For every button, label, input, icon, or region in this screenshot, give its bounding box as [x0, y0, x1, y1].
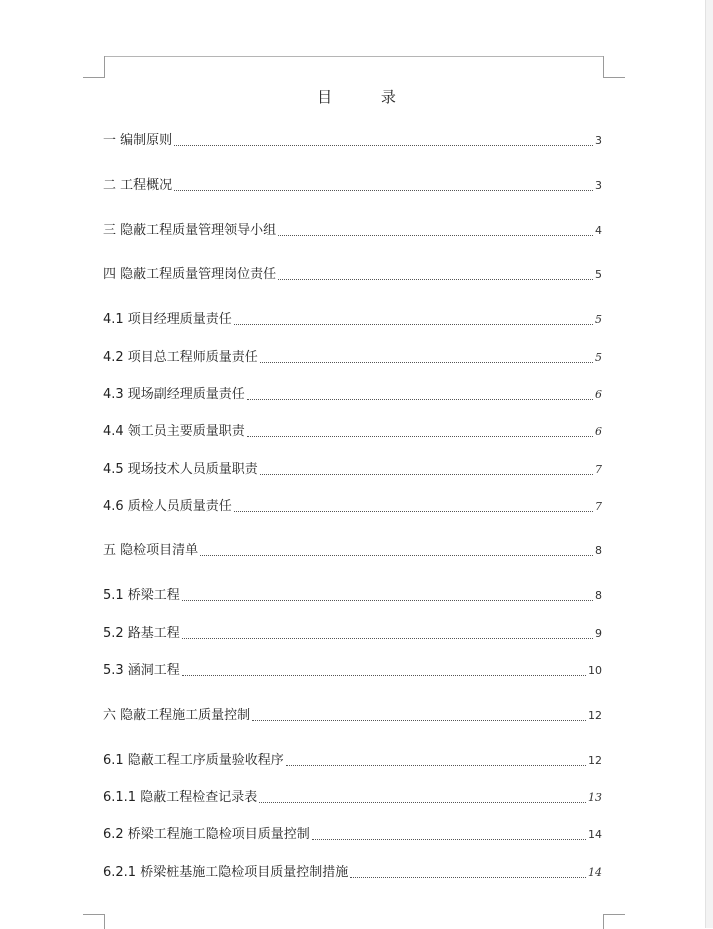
- toc-entry-label: 6.2.1 桥梁桩基施工隐检项目质量控制措施: [103, 865, 349, 880]
- toc-entry-page-number: 5: [595, 313, 602, 326]
- toc-entry[interactable]: [103, 827, 602, 843]
- toc-entry-label: 6.1.1 隐蔽工程检查记录表: [103, 790, 258, 805]
- window-edge: [705, 0, 713, 928]
- toc-title: 目 录: [317, 88, 418, 106]
- toc-entry-label: 四 隐蔽工程质量管理岗位责任: [103, 267, 277, 282]
- toc-entry-page-number: 7: [595, 500, 602, 513]
- dot-leader: [278, 278, 593, 280]
- toc-entry[interactable]: [103, 543, 602, 559]
- toc-entry-label: 6.1 隐蔽工程工序质量验收程序: [103, 753, 284, 768]
- toc-entry-page-number: 8: [595, 589, 602, 602]
- dot-leader: [247, 435, 593, 437]
- toc-entry-page-number: 12: [588, 754, 602, 767]
- crop-mark-bottom-left: [83, 914, 105, 929]
- toc-entry-page-number: 10: [588, 664, 602, 677]
- toc-entry-page-number: 3: [595, 134, 602, 147]
- toc-entry-page-number: 3: [595, 179, 602, 192]
- toc-entry[interactable]: [103, 223, 602, 239]
- toc-entry-label: 五 隐检项目清单: [103, 543, 199, 558]
- dot-leader: [278, 234, 593, 236]
- toc-entry[interactable]: [103, 626, 602, 642]
- toc-entry-label: 4.5 现场技术人员质量职责: [103, 462, 258, 477]
- toc-entry[interactable]: [103, 499, 602, 515]
- toc-entry-label: 4.1 项目经理质量责任: [103, 312, 232, 327]
- toc-entry-label: 5.2 路基工程: [103, 626, 180, 641]
- dot-leader: [234, 510, 593, 512]
- toc-entry[interactable]: [103, 133, 602, 149]
- page-top-edge: [104, 56, 603, 57]
- toc-entry[interactable]: [103, 753, 602, 769]
- toc-entry-label: 二 工程概况: [103, 178, 173, 193]
- toc-entry-page-number: 9: [595, 627, 602, 640]
- dot-leader: [182, 599, 593, 601]
- crop-mark-top-right: [603, 56, 625, 78]
- crop-mark-bottom-right: [603, 914, 625, 929]
- toc-entry-page-number: 8: [595, 544, 602, 557]
- toc-entry[interactable]: [103, 312, 602, 328]
- dot-leader: [252, 719, 586, 721]
- toc-entry-page-number: 4: [595, 224, 602, 237]
- toc-entry-page-number: 5: [595, 268, 602, 281]
- toc-entry-page-number: 7: [595, 463, 602, 476]
- toc-entry-label: 4.6 质检人员质量责任: [103, 499, 232, 514]
- dot-leader: [182, 637, 593, 639]
- dot-leader: [174, 144, 593, 146]
- crop-mark-top-left: [83, 56, 105, 78]
- toc-entry-label: 5.1 桥梁工程: [103, 588, 180, 603]
- dot-leader: [174, 189, 593, 191]
- toc-entry-label: 5.3 涵洞工程: [103, 663, 180, 678]
- dot-leader: [350, 876, 586, 878]
- toc-entry-label: 六 隐蔽工程施工质量控制: [103, 708, 251, 723]
- toc-entry[interactable]: [103, 387, 602, 403]
- toc-entry-label: 4.4 领工员主要质量职责: [103, 424, 245, 439]
- dot-leader: [286, 764, 586, 766]
- toc-entry-label: 4.2 项目总工程师质量责任: [103, 350, 258, 365]
- toc-entry-page-number: 5: [595, 351, 602, 364]
- toc-entry[interactable]: [103, 350, 602, 366]
- toc-entry[interactable]: [103, 588, 602, 604]
- toc-entry-page-number: 14: [588, 828, 602, 841]
- toc-entry[interactable]: [103, 462, 602, 478]
- toc-entry-label: 6.2 桥梁工程施工隐检项目质量控制: [103, 827, 310, 842]
- toc-entry[interactable]: [103, 424, 602, 440]
- toc-entry[interactable]: [103, 178, 602, 194]
- toc-entry[interactable]: [103, 708, 602, 724]
- toc-entry-page-number: 13: [588, 791, 602, 804]
- toc-entry-page-number: 6: [595, 388, 602, 401]
- toc-entry-page-number: 14: [588, 866, 602, 879]
- toc-entry-page-number: 6: [595, 425, 602, 438]
- toc-entry-label: 三 隐蔽工程质量管理领导小组: [103, 223, 277, 238]
- toc-entry[interactable]: [103, 865, 602, 881]
- dot-leader: [234, 323, 593, 325]
- toc-entry-page-number: 12: [588, 709, 602, 722]
- dot-leader: [182, 674, 586, 676]
- dot-leader: [260, 361, 593, 363]
- toc-entry[interactable]: [103, 663, 602, 679]
- dot-leader: [200, 554, 593, 556]
- dot-leader: [247, 398, 593, 400]
- dot-leader: [312, 838, 586, 840]
- toc-entry[interactable]: [103, 790, 602, 806]
- toc-entry-label: 4.3 现场副经理质量责任: [103, 387, 245, 402]
- dot-leader: [260, 473, 593, 475]
- dot-leader: [259, 801, 586, 803]
- toc-entry[interactable]: [103, 267, 602, 283]
- toc-entry-label: 一 编制原则: [103, 133, 173, 148]
